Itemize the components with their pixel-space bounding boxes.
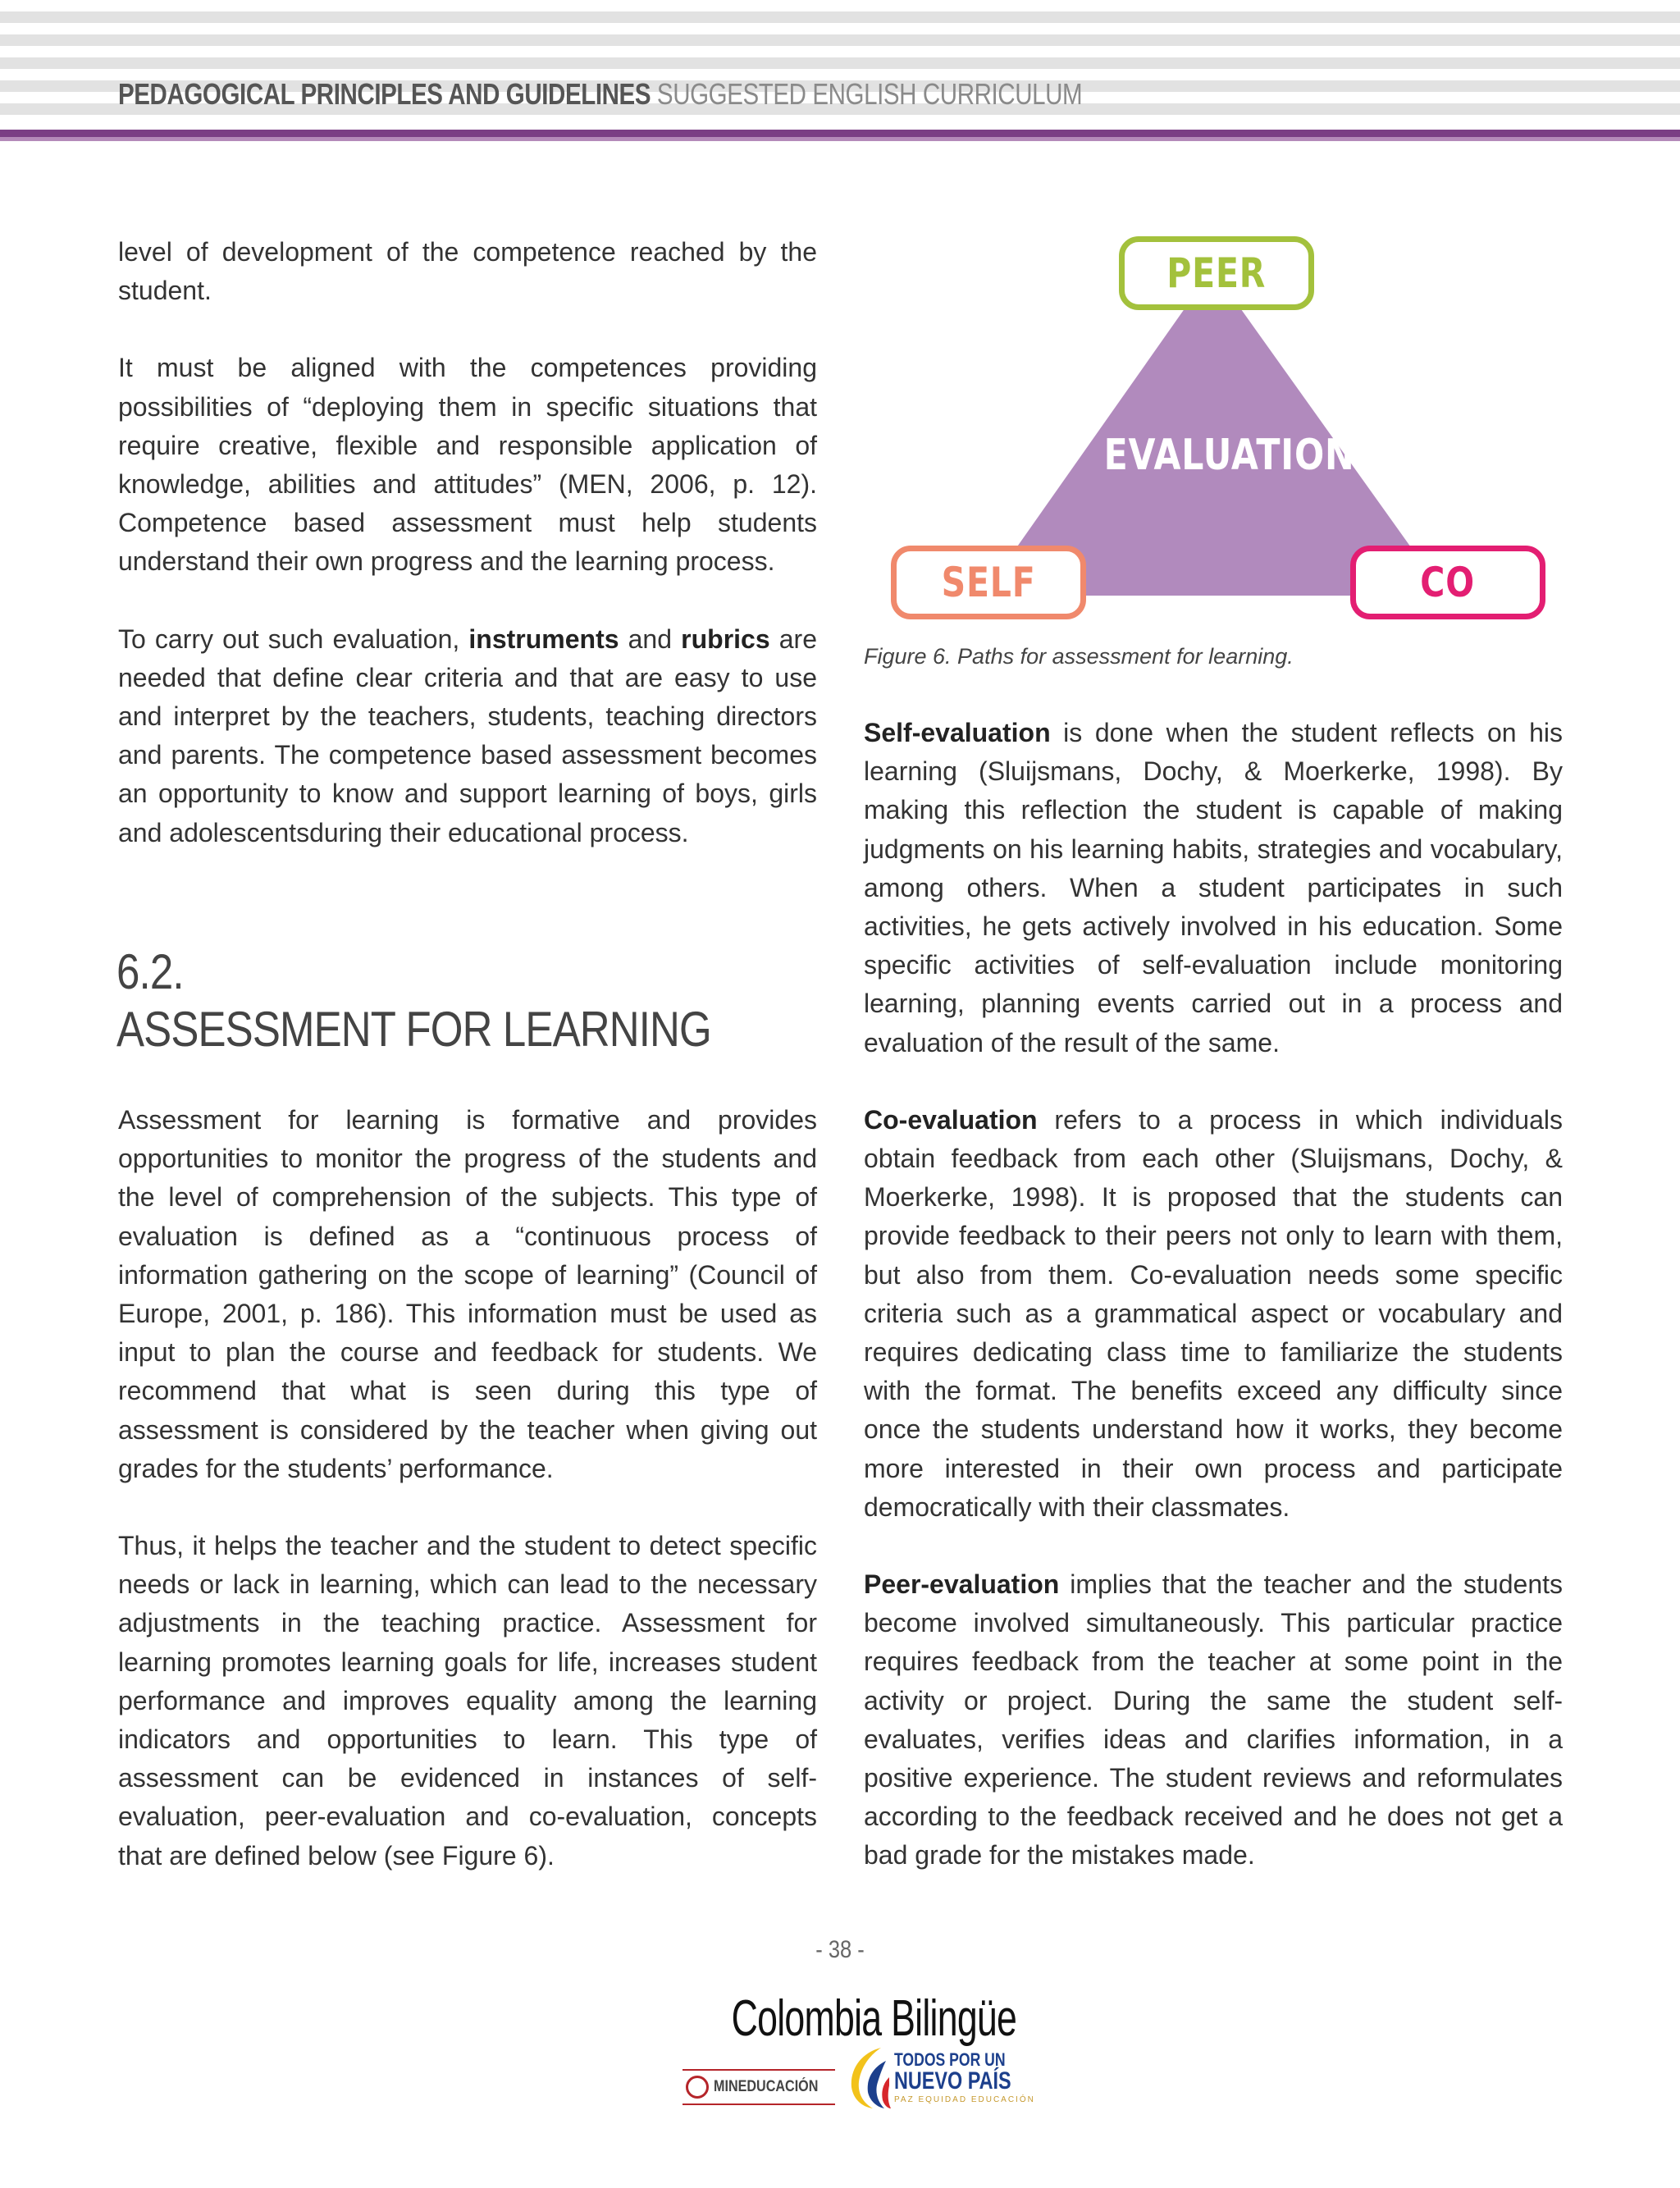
paragraph: Assessment for learning is formative and provides opportunities to monitor the progress of the students and the level of comprehension of the subjects. This type of evaluation is defined as a “continuous process of information gathering on the scope of learning” (Council of Europe, 2001, p. 186). This information must be used as input to plan the course and feedback for students. We recommend that what is seen during this type of assessment is considered by the teacher when giving out grades for the students’ performance. [118,1105,817,1483]
header-stripe [0,11,1680,23]
text-run: implies that the teacher and the students become involved simultaneously. This particular practice requires feedback from the teacher at some point in the activity or project. During the same the student self-evaluates, verifies ideas and clarifies information, in a positive experience. The student reviews and reformulates according to the feedback received and he does not get a bad grade for the mistakes made. [864,1569,1563,1871]
left-column [118,233,817,852]
ministry-name: MINEDUCACIÓN [714,2078,819,2095]
bold-term-self-evaluation: Self-evaluation [864,718,1051,747]
page-number-text: - 38 - [815,1936,865,1963]
paragraph [118,620,817,852]
running-header-bold: PEDAGOGICAL PRINCIPLES AND GUIDELINES [118,77,651,111]
section-number: 6.2. [116,944,184,999]
self-tag-text: SELF [941,559,1036,606]
paragraph: level of development of the competence reached by the student. [118,237,817,306]
text-run: To carry out such evaluation, [118,624,469,654]
bold-term-instruments: instruments [468,624,619,654]
text-run: and [619,624,682,654]
section-heading [116,943,711,1058]
running-header-light: SUGGESTED ENGLISH CURRICULUM [656,77,1083,111]
co-tag-text: CO [1420,559,1476,606]
bold-term-co-evaluation: Co-evaluation [864,1104,1038,1135]
paragraph: Thus, it helps the teacher and the student to detect specific needs or lack in learning, which can lead to the necessary adjustments in the teaching practice. Assessment for learning promotes learning goals for life, increases student performance and improves equality among the learning indicators and opportunities to learn. This type of assessment can be evidenced in instances of self-evaluation, peer-evaluation and co-evaluation, concepts that are defined below (see Figure 6). [118,1531,817,1871]
bold-term-peer-evaluation: Peer-evaluation [864,1569,1060,1600]
evaluation-label [1076,431,1355,480]
paragraph: It must be aligned with the competences providing possibilities of “deploying them in specific situations that require creative, flexible and responsible application of knowledge, abilities and attitudes” (MEN, 2006, p. 12). Competence based assessment must help students understand their own progress and the learning process. [118,353,817,577]
figure-caption: Figure 6. Paths for assessment for learning. [864,644,1294,669]
paragraph [864,1101,1563,1527]
page-number [0,1936,1680,1964]
text-run: are needed that define clear criteria and that are easy to use and interpret by the teachers, students, teaching directors and parents. The competence based assessment becomes an opportunity to know and support learning of boys, girls and adolescentsduring their educational process. [118,624,818,847]
text-run: refers to a process in which individuals obtain feedback from each other (Sluijsmans, Dochy, & Moerkerke, 1998). It is proposed that the students can provide feedback to their peers not only to learn with them, but also from them. Co-evaluation needs some specific criteria such as a grammatical aspect or vocabulary and requires dedicating class time to familiarize the students with the format. The benefits exceed any difficulty since once the students understand how it works, they become more interested in their own process and participate democratically with their classmates. [864,1104,1563,1522]
mineducacion-logo [682,2069,835,2105]
left-column-lower [118,1101,817,1875]
section-title: ASSESSMENT FOR LEARNING [116,1002,711,1057]
evaluation-diagram [886,230,1542,624]
slogan-line-2: NUEVO PAÍS [894,2067,1011,2094]
nuevo-pais-emblem-icon [845,2044,892,2110]
brand-title-text: Colombia Bilingüe [731,1990,1017,2047]
evaluation-label-text: EVALUATION [1103,431,1355,480]
header-stripe [0,57,1680,69]
running-header [118,74,1082,115]
text-run: is done when the student reflects on his learning (Sluijsmans, Dochy, & Moerkerke, 1998). By making this reflection the student is capable of making judgments on his learning habits, strategies and vocabulary, among others. When a student participates in such activities, he gets actively involved in his education. Some specific activities of self-evaluation include monitoring learning, planning events carried out in a process and evaluation of the result of the same. [864,718,1563,1057]
brand-title [676,1989,1017,2048]
paragraph [864,714,1563,1062]
header-stripes [0,0,1680,139]
header-rule-light [0,137,1680,141]
peer-tag [1119,236,1314,310]
paragraph [864,1565,1563,1875]
self-tag [891,546,1086,619]
ministry-seal-icon [686,2076,709,2099]
co-tag [1350,546,1545,619]
nuevo-pais-logo [894,2049,1035,2104]
bold-term-rubrics: rubrics [681,624,770,654]
header-rule-dark [0,130,1680,137]
peer-tag-text: PEER [1166,249,1267,297]
right-column [864,714,1563,1875]
slogan-line-3: PAZ EQUIDAD EDUCACIÓN [894,2095,1035,2104]
header-stripe [0,34,1680,46]
slogan-line-1: TODOS POR UN [894,2049,1006,2070]
